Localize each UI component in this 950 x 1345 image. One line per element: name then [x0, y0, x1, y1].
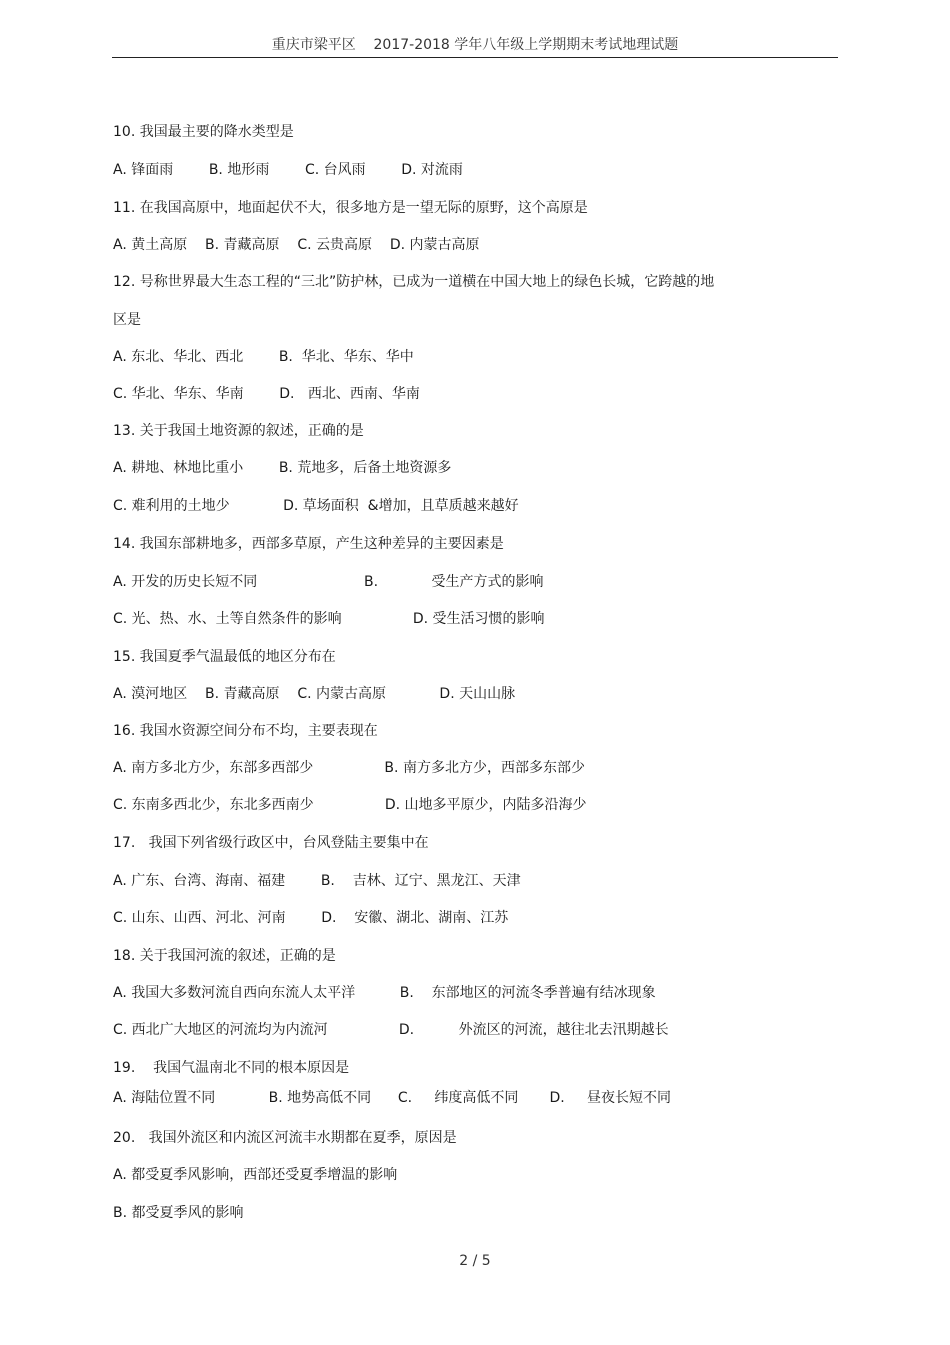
page-number: 2 / 5 [459, 1253, 491, 1269]
question-10: 10. 我国最主要的降水类型是 [113, 124, 294, 140]
question-16-options-ab: A. 南方多北方少，东部多西部少 B. 南方多北方少，西部多东部少 [113, 760, 585, 776]
question-11-options: A. 黄土高原 B. 青藏高原 C. 云贵高原 D. 内蒙古高原 [113, 237, 480, 253]
question-12-options-ab: A. 东北、华北、西北 B. 华北、华东、华中 [113, 349, 414, 365]
question-19: 19. 我国气温南北不同的根本原因是 [113, 1060, 350, 1076]
question-13-options-cd: C. 难利用的土地少 D. 草场面积 &增加，且草质越来越好 [113, 498, 519, 514]
question-14-options-ab: A. 开发的历史长短不同 B. 受生产方式的影响 [113, 574, 544, 590]
question-18: 18. 关于我国河流的叙述，正确的是 [113, 948, 336, 964]
question-20-option-b: B. 都受夏季风的影响 [113, 1205, 244, 1221]
question-14-options-cd: C. 光、热、水、土等自然条件的影响 D. 受生活习惯的影响 [113, 611, 545, 627]
question-18-options-ab: A. 我国大多数河流自西向东流人太平洋 B. 东部地区的河流冬季普遍有结冰现象 [113, 985, 656, 1001]
question-17: 17. 我国下列省级行政区中，台风登陆主要集中在 [113, 835, 429, 851]
question-10-options: A. 锋面雨 B. 地形雨 C. 台风雨 D. 对流雨 [113, 162, 463, 178]
question-16: 16. 我国水资源空间分布不均，主要表现在 [113, 723, 378, 739]
question-12-options-cd: C. 华北、华东、华南 D. 西北、西南、华南 [113, 386, 420, 402]
page-header: 重庆市梁平区 2017-2018 学年八年级上学期期末考试地理试题 [271, 37, 679, 53]
question-11: 11. 在我国高原中，地面起伏不大，很多地方是一望无际的原野，这个高原是 [113, 200, 588, 216]
question-12: 12. 号称世界最大生态工程的“三北”防护林，已成为一道横在中国大地上的绿色长城，它跨越的地 [113, 274, 715, 290]
question-12-continued: 区是 [113, 312, 141, 328]
question-20-option-a: A. 都受夏季风影响，西部还受夏季增温的影响 [113, 1167, 398, 1183]
question-15: 15. 我国夏季气温最低的地区分布在 [113, 649, 336, 665]
question-16-options-cd: C. 东南多西北少，东北多西南少 D. 山地多平原少，内陆多沿海少 [113, 797, 587, 813]
question-17-options-ab: A. 广东、台湾、海南、福建 B. 吉林、辽宁、黑龙江、天津 [113, 873, 521, 889]
question-15-options: A. 漠河地区 B. 青藏高原 C. 内蒙古高原 D. 天山山脉 [113, 686, 516, 702]
header-rule [112, 57, 838, 58]
question-19-options: A. 海陆位置不同 B. 地势高低不同 C. 纬度高低不同 D. 昼夜长短不同 [113, 1090, 671, 1106]
question-13-options-ab: A. 耕地、林地比重小 B. 荒地多，后备土地资源多 [113, 460, 452, 476]
question-13: 13. 关于我国土地资源的叙述，正确的是 [113, 423, 364, 439]
question-17-options-cd: C. 山东、山西、河北、河南 D. 安徽、湖北、湖南、江苏 [113, 910, 509, 926]
question-20: 20. 我国外流区和内流区河流丰水期都在夏季，原因是 [113, 1130, 457, 1146]
question-18-options-cd: C. 西北广大地区的河流均为内流河 D. 外流区的河流，越往北去汛期越长 [113, 1022, 669, 1038]
question-14: 14. 我国东部耕地多，西部多草原，产生这种差异的主要因素是 [113, 536, 504, 552]
